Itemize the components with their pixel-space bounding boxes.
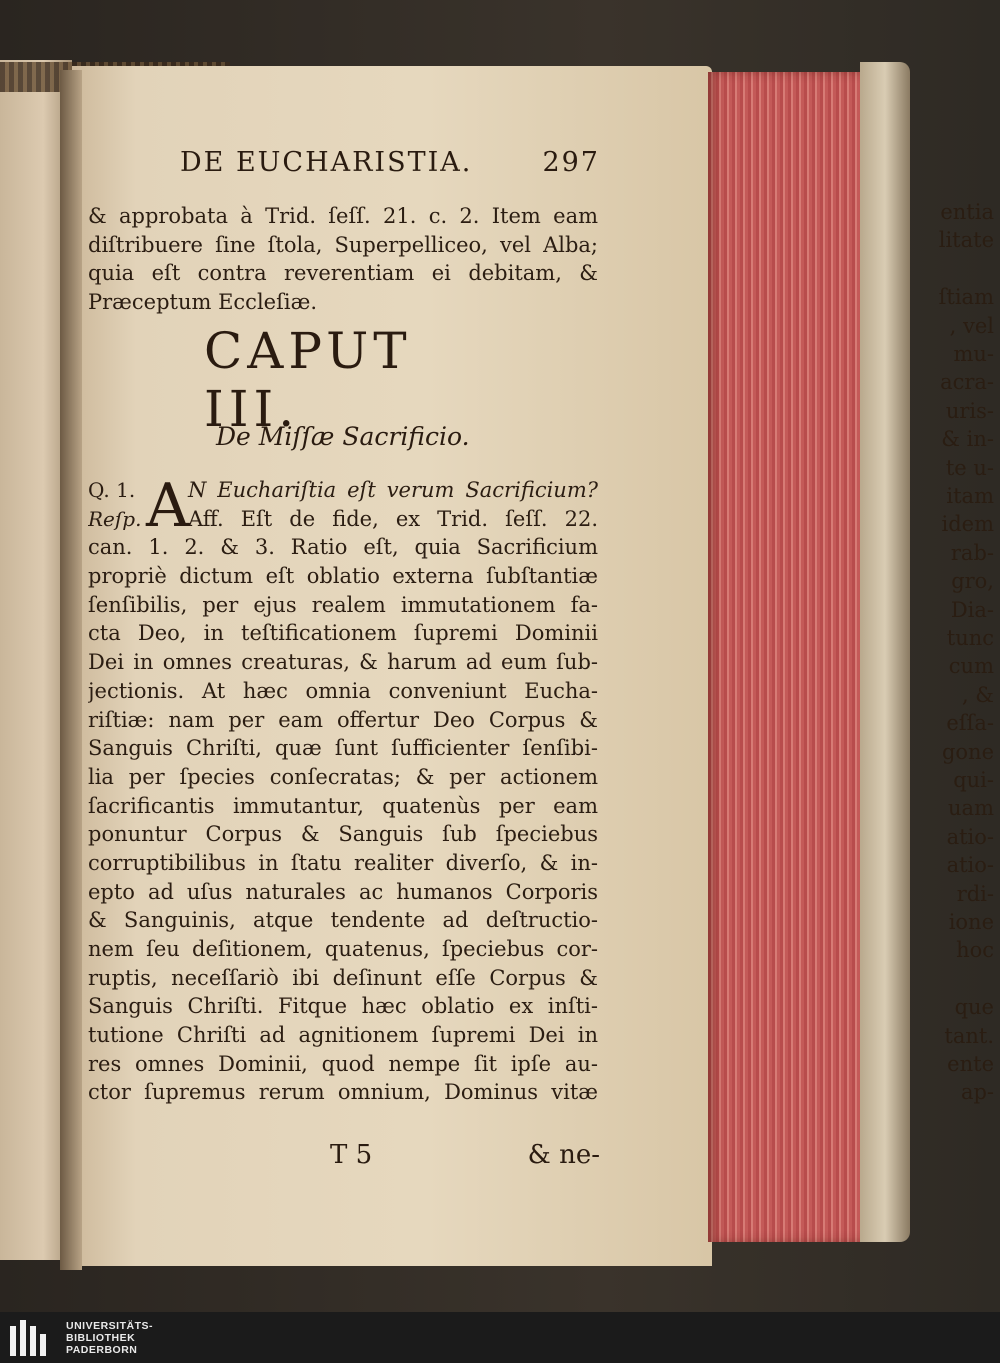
left-page-text-fragment: atio-: [946, 824, 994, 849]
page-footer: [330, 1140, 600, 1176]
text-line: riſtiæ: nam per eam offertur Deo Corpus &: [88, 707, 598, 732]
left-page-text-fragment: Dia-: [950, 597, 994, 622]
left-page-text-fragment: cum: [948, 654, 994, 679]
book-gutter: [60, 70, 82, 1270]
text-line: ponuntur Corpus & Sanguis ſub ſpeciebus: [88, 822, 598, 847]
text-line: ctor ſupremus rerum omnium, Dominus vitæ: [88, 1080, 598, 1105]
left-page-text-fragment: tunc: [946, 626, 994, 650]
library-name-line: UNIVERSITÄTS-: [66, 1319, 154, 1332]
left-page-text-fragment: , &: [961, 682, 994, 707]
chapter-title: CAPUT III.: [204, 322, 412, 438]
library-name-line: PADERBORN: [66, 1343, 138, 1356]
book-cover-edge: [860, 62, 910, 1242]
chapter-subtitle: De Miſſæ Sacrificio.: [216, 422, 470, 451]
left-page-text-fragment: ſtiam: [938, 285, 994, 310]
text-line: & approbata à Trid. ſeſſ. 21. c. 2. Item eam: [88, 204, 598, 228]
question-paragraph: [88, 471, 598, 1109]
library-name: [66, 1320, 153, 1356]
text-line: tutione Chriſti ad agnitionem ſupremi Dei in: [88, 1023, 598, 1048]
text-line: ruptis, neceſſariò ibi deſinunt eſſe Corpus &: [88, 965, 598, 990]
text-line: corruptibilibus in ſtatu realiter diverſo, & in-: [88, 850, 598, 875]
left-page-text-fragment: & in-: [941, 427, 994, 452]
left-page-text-fragment: rdi-: [956, 881, 994, 906]
page-number: 297: [542, 146, 600, 178]
left-page-text-fragment: , vel: [949, 313, 994, 338]
text-line: Sanguis Chriſti, quæ ſunt ſufficienter ſenſibi-: [88, 736, 598, 761]
left-page-text-fragment: hoc: [956, 938, 994, 963]
text-line: propriè dictum eſt oblatio externa ſubſtantiæ: [88, 564, 598, 589]
left-page-text-fragment: ap-: [960, 1080, 994, 1105]
left-page-text-fragment: ione: [948, 910, 994, 934]
text-line: nem ſeu deſitionem, quatenus, ſpeciebus cor-: [88, 937, 598, 961]
left-page-text-fragment: uam: [948, 796, 994, 821]
left-page-text-fragment: te u-: [945, 455, 994, 480]
left-page-text-fragment: mu-: [953, 342, 994, 366]
text-line: cta Deo, in teſtificationem ſupremi Dominii: [88, 621, 598, 646]
drop-cap: A: [146, 471, 190, 541]
running-title: DE EUCHARISTIA.: [180, 146, 473, 178]
left-page-text-fragment: entia: [940, 200, 994, 224]
left-page-text-fragment: litate: [938, 228, 994, 253]
question-text: N Euchariſtia eſt verum Sacrificium?: [188, 478, 598, 502]
left-page-text-fragment: ente: [947, 1052, 994, 1076]
left-page-text-fragment: gro,: [951, 569, 994, 594]
left-page-text-fragment: gone: [941, 739, 994, 764]
text-line: lia per ſpecies conſecratas; & per actionem: [88, 764, 598, 789]
response-text: Aff. Eſt de fide, ex Trid. ſeſſ. 22.: [188, 506, 598, 531]
library-logo-icon: [6, 1318, 54, 1358]
text-line: epto ad uſus naturales ac humanos Corporis: [88, 879, 598, 904]
left-page-text-fragment: acra-: [940, 370, 994, 395]
text-line: Dei in omnes creaturas, & harum ad eum ſub-: [88, 650, 598, 675]
left-page-text-fragment: idem: [941, 512, 994, 537]
red-page-edges: [708, 72, 868, 1242]
text-line: quia eſt contra reverentiam ei debitam, &: [88, 261, 598, 286]
intro-paragraph: [88, 202, 598, 316]
text-line: Sanguis Chriſti. Fitque hæc oblatio ex inſti-: [88, 994, 598, 1019]
text-line: res omnes Dominii, quod nempe ſit ipſe au-: [88, 1051, 598, 1076]
text-line: Præceptum Eccleſiæ.: [88, 289, 317, 314]
text-line: ſenſibilis, per ejus realem immutationem fa-: [88, 592, 598, 617]
text-line: & Sanguinis, atque tendente ad deſtructio-: [88, 908, 598, 933]
text-line: diſtribuere ſine ſtola, Superpelliceo, vel Alba;: [88, 232, 598, 257]
left-page-text-fragment: que: [954, 995, 994, 1020]
left-page-text-fragment: qui-: [953, 768, 994, 792]
question-label: Q. 1.: [88, 478, 136, 502]
left-page-text-fragment: atio-: [946, 853, 994, 878]
library-name-line: BIBLIOTHEK: [66, 1331, 136, 1344]
left-page-text-fragment: eſſa-: [946, 711, 994, 736]
signature-mark: T 5: [330, 1140, 373, 1170]
left-page-text-fragment: rab-: [950, 540, 994, 565]
text-line: ſacrificantis immutantur, quatenùs per eam: [88, 793, 598, 818]
left-page-text-fragment: itam: [946, 484, 994, 508]
library-footer-bar: [0, 1312, 1000, 1363]
text-line: can. 1. 2. & 3. Ratio eſt, quia Sacrificium: [88, 535, 598, 560]
left-page-text-fragment: uris-: [945, 398, 994, 423]
response-label: Reſp.: [88, 506, 142, 531]
left-page-text-fragment: tant.: [944, 1023, 994, 1048]
running-header: [180, 140, 600, 184]
text-line: jectionis. At hæc omnia conveniunt Eucha-: [88, 678, 598, 703]
catchword: & ne-: [527, 1140, 600, 1170]
